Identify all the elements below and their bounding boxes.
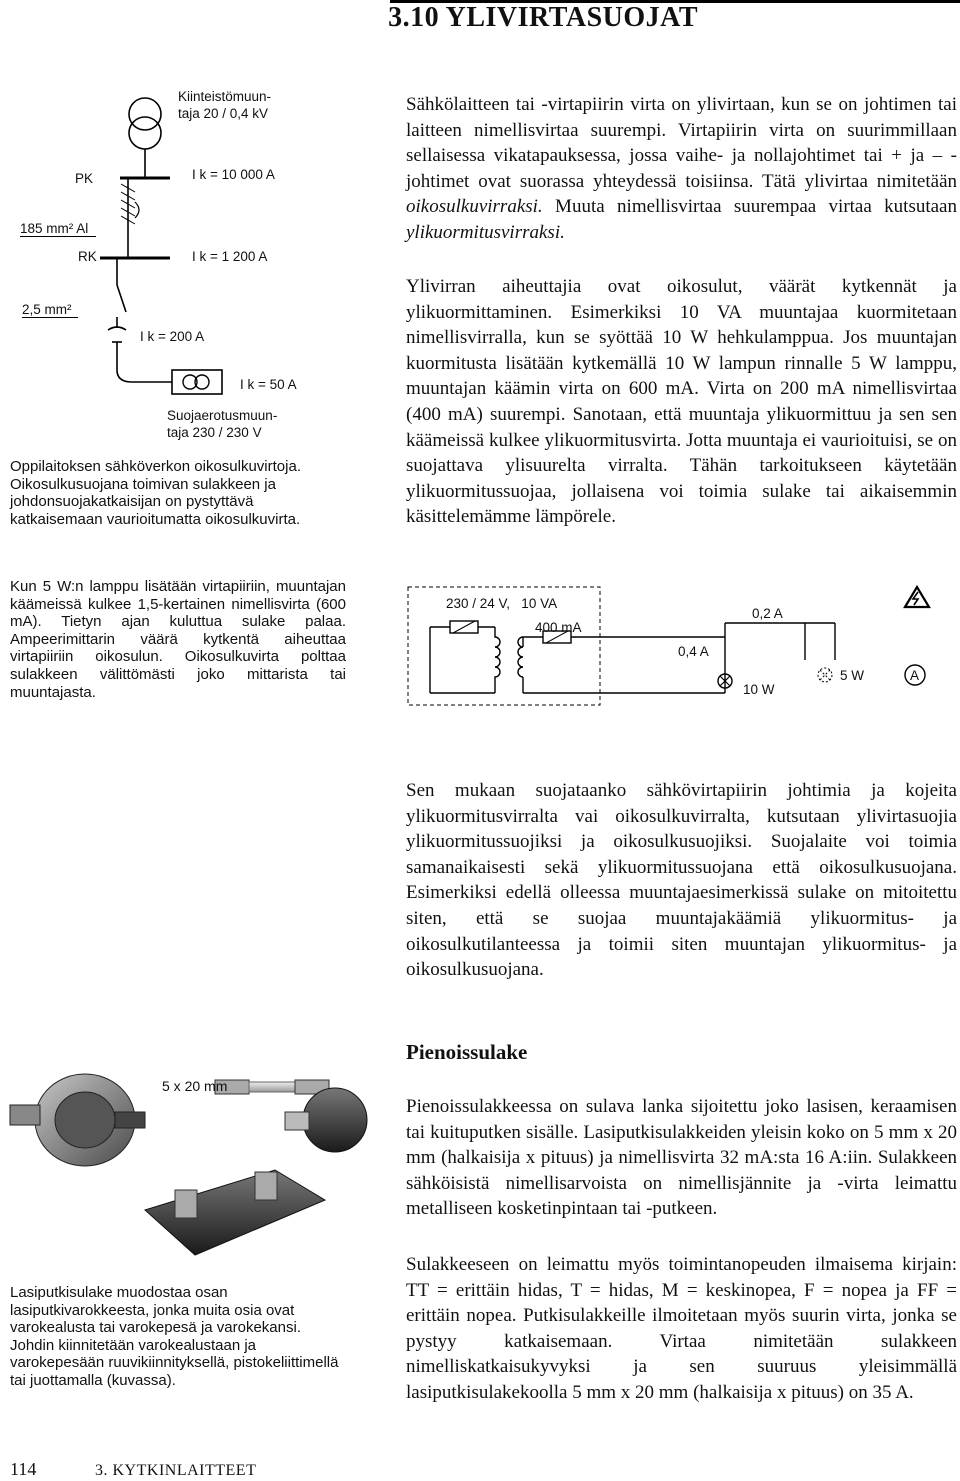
intro-paragraph-1 bbox=[406, 92, 957, 246]
rk-label: RK bbox=[78, 249, 97, 264]
circuit-lamp-10w: 10 W bbox=[743, 682, 775, 697]
intro-paragraph-2: Ylivirran aiheuttajia ovat oikosulut, väärät kytkennät ja ylikuormittaminen. Esimerkiksi 10 VA muuntajaa kuormitetaan nimellisvirralla, kun se syöttää 10 W hehkulamppua. Jos muuntajan kuormitusta lisätään kytkemällä 10 W lampun rinnalle 5 W lamppu, muuntajan käämin virta on 600 mA. Virta on 200 mA nimellisvirtaa (400 mA) suurempi. Sanotaan, että muuntaja ylikuormittuu ja sen sen käämeissä kulkee ylikuormitusvirta. Jotta muuntaja ei vaurioituisi, se on suojattava ylisuurelta virralta. Tähän tarkoitukseen käytetään ylikuormitussuojaa, jollaisena voi toimia sulake tai aikaisemmin käsittelemämme lämpörele. bbox=[406, 276, 957, 528]
ik-50-label: I k = 50 A bbox=[240, 377, 297, 392]
circuit-current-02: 0,2 A bbox=[752, 606, 783, 621]
lamp-note: Kun 5 W:n lamppu lisätään virtapiiriin, muuntajan käämeissä kulkee 1,5-kertainen nimellisvirta (600 mA). Tietyn ajan kuluttua sulake palaa. Ampeerimittarin väärä kytkentä aiheuttaa virtapiiriin oikosulun. Oikosulkuvirta polttaa sulakkeen välittömästi joko mittarista tai muuntajasta. bbox=[10, 578, 346, 701]
network-diagram-graphic bbox=[0, 80, 380, 420]
ik-10000-label: I k = 10 000 A bbox=[192, 167, 275, 182]
ammeter-symbol: A bbox=[910, 668, 920, 683]
pk-label: PK bbox=[75, 171, 94, 186]
isolation-label-1: Suojaerotusmuun- bbox=[167, 408, 278, 423]
network-diagram-caption: Oppilaitoksen sähköverkon oikosulkuvirtoja. Oikosulkusuojana toimivan sulakkeen ja johdonsuojakatkaisijan on pystyttävä katkaisemaan vaurioitumatta oikosulkuvirta. bbox=[10, 458, 301, 528]
page-number: 114 bbox=[10, 1459, 37, 1479]
fuse-photo-caption: Lasiputkisulake muodostaa osan lasiputkivarokkeesta, jonka muita osia ovat varokealusta tai varokepesä ja varokekansi. Johdin kiinnitetään varokealustaan ja varokepesään ruuvikiinnityksellä, pistokeliittimellä tai juottamalla (kuvassa). bbox=[10, 1284, 339, 1389]
fuse-section-heading: Pienoissulake bbox=[406, 1040, 528, 1064]
fuse-paragraph-1: Pienoissulakkeessa on sulava lanka sijoitettu joko lasisen, keraamisen tai kuituputken sisälle. Lasiputkisulakkeiden yleisin koko on 5 mm x 20 mm (halkaisija x pituus) ja nimellisvirta 32 mA:sta 16 A:iin. Sulakkeen sähköisistä nimellisarvoista on nimellisjännite ja -virta leimattu metalliseen kosketinpintaan tai -putkeen. bbox=[406, 1096, 957, 1220]
ik-1200-label: I k = 1 200 A bbox=[192, 249, 268, 264]
intro-text-a: Sähkölaitteen tai -virtapiirin virta on ylivirtaan, kun se on johtimen tai laitteen nimellisvirtaa suurempi. Virtapiirin virta on suurimmillaan sellaisessa vikatapauksessa, jossa vaihe- ja nollajohtimet tai + ja – -johtimet ovat suorassa yhteydessä toisiinsa. Tätä ylivirtaa nimitetään bbox=[406, 94, 957, 192]
page-title: 3.10 YLIVIRTASUOJAT bbox=[388, 2, 698, 33]
term-oikosulkuvirta: oikosulkuvirraksi. bbox=[406, 196, 543, 218]
ik-200-label: I k = 200 A bbox=[140, 329, 205, 344]
fuse-paragraph-2: Sulakkeeseen on leimattu myös toimintanopeuden ilmaisema kirjain: TT = erittäin hidas, T = hidas, M = keskinopea, F = nopea ja FF = erittäin nopea. Putkisulakkeille ilmoitetaan myös suurin virta, jonka se pystyy katkaisemaan. Virtaa nimitetään sulakkeen nimelliskatkaisukyvyksi ja sen suuruus yleisimmällä lasiputkisulakekoolla 5 mm x 20 mm (halkaisija x pituus) on 35 A. bbox=[406, 1254, 957, 1403]
cable-185-label: 185 mm² Al bbox=[20, 221, 96, 237]
circuit-lamp-5w: 5 W bbox=[840, 668, 865, 683]
protection-paragraph: Sen mukaan suojataanko sähkövirtapiirin johtimia ja kojeita ylikuormitusvirralta vai oikosulkuvirralta, kutsutaan ylivirtasuojia ylikuormitussuojiksi ja oikosulkusuojiksi. Suojalaite voi toimia samanaikaisesti sekä ylikuormitussuojana että oikosulkusuojana. Esimerkiksi edellä olleessa muuntajaesimerkissä sulake on mitoitettu siten, että se suojaa muuntajakäämiä ylikuormitus- ja oikosulkutilanteessa ja toimii siten muuntajan ylikuormitus- ja oikosulkusuojana. bbox=[406, 780, 957, 981]
circuit-transformer-rating: 230 / 24 V, 10 VA bbox=[446, 596, 558, 611]
term-ylikuormitusvirta: ylikuormitusvirraksi. bbox=[406, 221, 565, 243]
chapter-label: 3. KYTKINLAITTEET bbox=[95, 1462, 257, 1479]
circuit-fuse-400-label: 400 mA bbox=[535, 620, 582, 635]
transformer-label-2: taja 20 / 0,4 kV bbox=[178, 106, 269, 121]
cable-25-label: 2,5 mm² bbox=[22, 302, 78, 318]
intro-text-b: Muuta nimellisvirtaa suurempaa virtaa kutsutaan bbox=[542, 196, 957, 218]
circuit-current-04: 0,4 A bbox=[678, 644, 709, 659]
fuse-size-label: 5 x 20 mm bbox=[162, 1078, 228, 1094]
transformer-label-1: Kiinteistömuun- bbox=[178, 89, 272, 104]
isolation-label-2: taja 230 / 230 V bbox=[167, 425, 262, 440]
